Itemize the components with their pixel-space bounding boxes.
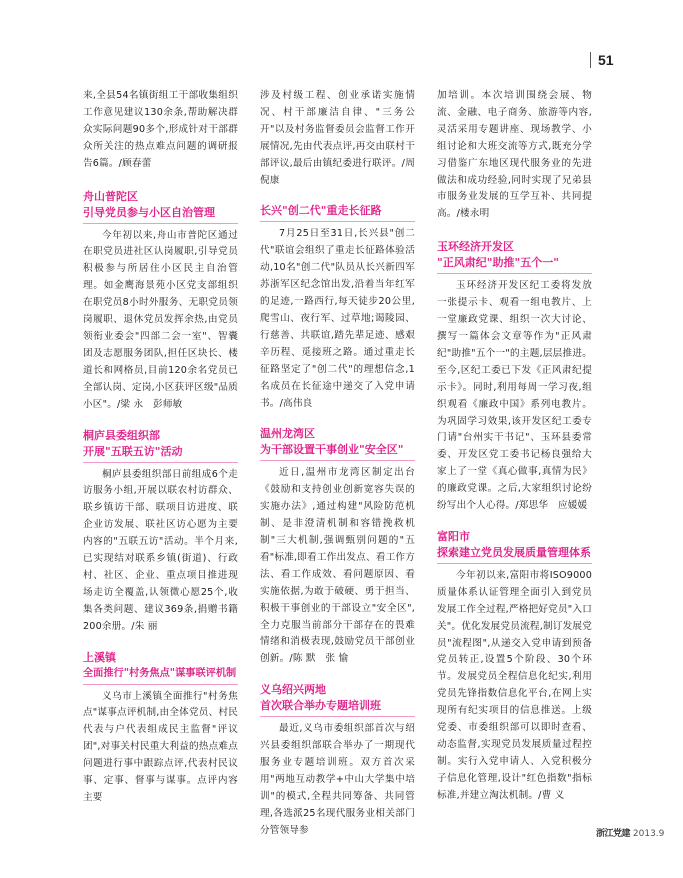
article-body: 最近,义乌市委组织部首次与绍兴县委组织部联合举办了一期现代服务业专题培训班。双方首次采用"两地互动教学+中山大学集中培训"的模式,全程共同筹备、共同管理,各选派25名现代服务业相关部门分管领导参	[260, 723, 415, 836]
column-2	[260, 88, 415, 840]
article-title: 长兴"创二代"重走长征路	[260, 204, 382, 218]
continued-article-text: 来,全县54名镇街组工干部收集组织工作意见建议130余条,帮助解决群众实际问题90多个,形成针对干部群众所关注的热点难点问题的调研报告6篇。/顾春蕾	[83, 90, 238, 169]
article-title: 引导党员参与小区自治管理	[83, 205, 215, 219]
article-title: 为干部设置干事创业"安全区"	[260, 443, 404, 457]
article-longwan	[260, 426, 415, 668]
article-yiwu-shaoxing	[260, 682, 415, 839]
article-tonglu	[83, 428, 238, 636]
issue-date: 2013.9	[632, 829, 665, 839]
column-3	[437, 88, 592, 805]
article-title: 开展"五联五访"活动	[83, 444, 183, 458]
article-location: 温州龙湾区	[260, 427, 315, 441]
article-body: 近日,温州市龙湾区制定出台《鼓励和支持创业创新宽容失误的实施办法》,通过构建"风险防范机制、是非澄清机制和容错挽救机制"三大机制,强调甄别问题的"五看"标准,即看工作出发点、看工作方法、看工作成效、看问题原因、看实施依据,为敢于破硬、勇于担当、积极干事创业的干部设立"安全区",全力克服当前部分干部存在的畏难情绪和消极表现,鼓励党员干部创业创新。/陈 默 张 愉	[260, 467, 415, 665]
article-changxing	[260, 203, 415, 412]
article-title: "正风肃纪"助推"五个一"	[437, 256, 559, 270]
article-title: 探索建立党员发展质量管理体系	[437, 545, 591, 559]
title-underline	[83, 223, 238, 224]
continued-article-text: 加培训。本次培训围绕会展、物流、金融、电子商务、旅游等内容,灵活采用专题讲座、现场教学、小组讨论和大班交流等方式,既充分学习借鉴广东地区现代服务业的先进做法和成功经验,同时实现了兄弟县市服务业发展的互学互补、共同提高。/楼永明	[437, 90, 592, 220]
continued-article-text: 涉及村级工程、创业承诺实施情况、村干部廉洁自律、"三务公开"以及村务监督委员会监督工作开展情况,先由代表点评,再交由联村干部评议,最后由镇纪委进行联评。/周倪康	[260, 90, 415, 186]
article-location: 桐庐县委组织部	[83, 428, 160, 442]
article-location: 舟山普陀区	[83, 189, 138, 203]
article-location: 上溪镇	[83, 650, 116, 664]
title-underline	[83, 684, 238, 685]
article-location: 玉环经济开发区	[437, 240, 514, 254]
page-number-divider	[590, 52, 591, 68]
title-underline	[437, 273, 592, 274]
article-location: 富阳市	[437, 529, 470, 543]
article-body: 义乌市上溪镇全面推行"村务焦点"谋事点评机制,由全体党员、村民代表与户代表组成民主监督"评议团",对事关村民重大利益的热点难点问题进行事中跟踪点评,代表村民议事、定事、督事与谋事。点评内容主要	[83, 690, 238, 803]
article-body: 玉环经济开发区纪工委将发放一张提示卡、观看一组电教片、上一堂廉政党课、组织一次大讨论、撰写一篇体会文章等作为"正风肃纪"助推"五个一"的主题,层层推进。至今,区纪工委已下发《正风肃纪提示卡》。同时,利用每周一学习夜,组织观看《廉政中国》系列电教片。为巩固学习效果,该开发区纪工委专门请"台州实干书记"、玉环县委常委、开发区党工委书记杨良强给大家上了一堂《真心做事,真情为民》的廉政党课。之后,大家组织讨论纷纷写出个人心得。/郑思华 应媛媛	[437, 280, 592, 512]
article-body: 桐庐县委组织部日前组成6个走访服务小组,开展以联农村访群众、联乡镇访干部、联项目访进度、联企业访发展、联社区访心愿为主要内容的"五联五访"活动。半个月来,已实现结对联系乡镇(街道)、行政村、社区、企业、重点项目推进现场走访全覆盖,认领微心愿25个,收集各类问题、建议369条,捐赠书籍200余册。/朱 丽	[83, 468, 238, 632]
page-number: 51	[598, 52, 614, 68]
magazine-logo: 浙江党建	[596, 829, 631, 839]
title-underline	[83, 462, 238, 463]
article-location: 义乌绍兴两地	[260, 683, 326, 697]
article-putuo	[83, 189, 238, 414]
article-yuhuan	[437, 239, 592, 515]
article-body: 7月25日至31日,长兴县"创二代"联谊会组织了重走长征路体验活动,10名"创二代"队员从长兴新四军苏浙军区纪念馆出发,沿着当年红军的足迹,一路西行,每天徒步20公里,爬雪山、夜行军、过草地;谒陵园、行慈善、共联谊,踏先辈足迹、感艰辛历程、觅接班之路。通过重走长征路坚定了"创二代"的理想信念,1名成员在长征途中递交了入党申请书。/高伟良	[260, 228, 415, 409]
title-underline	[260, 716, 415, 717]
footer	[596, 826, 664, 839]
article-title: 全面推行"村务焦点"谋事联评机制	[83, 667, 237, 679]
article-shangxi	[83, 650, 238, 807]
article-body: 今年初以来,富阳市将ISO9000质量体系认证管理全面引入到党员发展工作全过程,严格把好党员"入口关"。优化发展党员流程,制订发展党员"流程图",从递交入党申请到预备党员转正,设置5个阶段、30个环节。发展党员全程信息化纪实,利用党员先锋指数信息化平台,在网上实现所有纪实项目的信息推送。上级党委、市委组织部可以即时查看、动态监督,实现党员发展质量过程控制。实行入党申请人、入党积极分子信息化管理,设计"红色指数"指标标准,并建立淘汰机制。/曹 义	[437, 569, 592, 801]
title-underline	[260, 460, 415, 461]
column-1	[83, 88, 238, 807]
article-title: 首次联合举办专题培训班	[260, 699, 381, 713]
title-underline	[260, 221, 415, 222]
article-body: 今年初以来,舟山市普陀区通过在职党员进社区认岗履职,引导党员积极参与所居住小区民主自治管理。如金鹰海景苑小区党支部组织在职党员8小时外服务、无职党员领岗履职、退休党员发挥余热,由党员领衔业委会"四部二会一室"、智囊团及志愿服务团队,担任区块长、楼道长和网格员,目前120余名党员已全部认岗、定岗,小区获评区级"品质小区"。/梁 永 彭师敏	[83, 229, 238, 410]
title-underline	[437, 563, 592, 564]
article-fuyang	[437, 529, 592, 805]
